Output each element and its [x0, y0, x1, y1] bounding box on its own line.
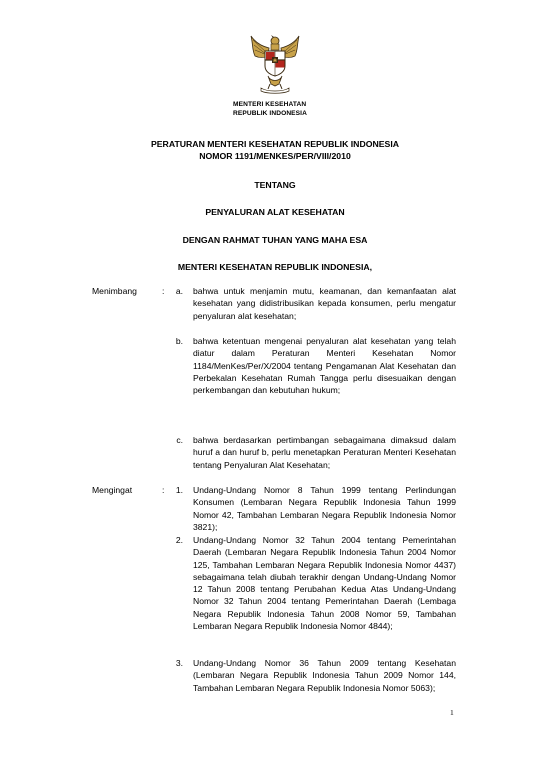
regulation-subject: PENYALURAN ALAT KESEHATAN: [205, 207, 345, 217]
regulation-number: NOMOR 1191/MENKES/PER/VIII/2010: [199, 151, 351, 161]
regulation-title: PERATURAN MENTERI KESEHATAN REPUBLIK INDONESIA: [150, 139, 400, 149]
authority-line: MENTERI KESEHATAN REPUBLIK INDONESIA,: [177, 262, 373, 272]
menimbang-item-b: bahwa ketentuan mengenai penyaluran alat kesehatan yang telah diatur dalam Peraturan Menteri Kesehatan Nomor 1184/MenKes/Per/X/2004 tentang Pengamanan Alat Kesehatan dan Perbekalan Kesehatan Rumah Tangga perlu disesuaikan dengan perkembangan dan kebutuhan hukum;: [193, 336, 456, 396]
mengingat-mark-2: 2.: [175, 535, 183, 545]
mengingat-mark-1: 1.: [175, 485, 183, 495]
mengingat-mark-3: 3.: [175, 658, 183, 668]
ministry-line-1: MENTERI KESEHATAN: [233, 101, 307, 108]
tentang-heading: TENTANG: [254, 180, 296, 190]
menimbang-mark-b: b.: [175, 336, 183, 346]
garuda-emblem-icon: [249, 34, 301, 94]
menimbang-label: Menimbang: [92, 286, 137, 296]
mengingat-item-1: Undang-Undang Nomor 8 Tahun 1999 tentang Perlindungan Konsumen (Lembaran Negara Republik Indonesia Tahun 1999 Nomor 42, Tambahan Lembaran Negara Republik Indonesia Nomor 3821);: [193, 485, 456, 532]
mengingat-item-2: Undang-Undang Nomor 32 Tahun 2004 tentang Pemerintahan Daerah (Lembaran Negara Republik Indonesia Tahun 2004 Nomor 125, Tambahan Lembaran Negara Republik Indonesia Nomor 4437) sebagaimana telah diubah terakhir dengan Undang-Undang Nomor 12 Tahun 2008 tentang Perubahan Kedua Atas Undang-Undang Nomor 32 Tahun 2004 tentang Pemerintahan Daerah (Lembaga Negara Republik Indonesia Tahun 2008 Nomor 59, Tambahan Lembaran Negara Republik Indonesia Nomor 4844);: [193, 535, 456, 632]
menimbang-mark-c: c.: [176, 435, 183, 445]
page-number: 1: [450, 708, 454, 717]
ministry-line-2: REPUBLIK INDONESIA: [233, 110, 307, 117]
preamble: DENGAN RAHMAT TUHAN YANG MAHA ESA: [182, 235, 368, 245]
mengingat-item-3: Undang-Undang Nomor 36 Tahun 2009 tentang Kesehatan (Lembaran Negara Republik Indonesia Tahun 2009 Nomor 144, Tambahan Lembaran Negara Republik Indonesia Nomor 5063);: [193, 658, 456, 693]
menimbang-item-c: bahwa berdasarkan pertimbangan sebagaimana dimaksud dalam huruf a dan huruf b, perlu menetapkan Peraturan Menteri Kesehatan tentang Penyaluran Alat Kesehatan;: [193, 435, 456, 470]
menimbang-mark-a: a.: [175, 286, 183, 296]
menimbang-item-a: bahwa untuk menjamin mutu, keamanan, dan kemanfaatan alat kesehatan yang didistribusikan kepada konsumen, perlu mengatur penyaluran alat kesehatan;: [193, 286, 456, 321]
menimbang-colon: :: [162, 286, 165, 296]
mengingat-label: Mengingat: [92, 485, 133, 495]
mengingat-colon: :: [162, 485, 165, 495]
